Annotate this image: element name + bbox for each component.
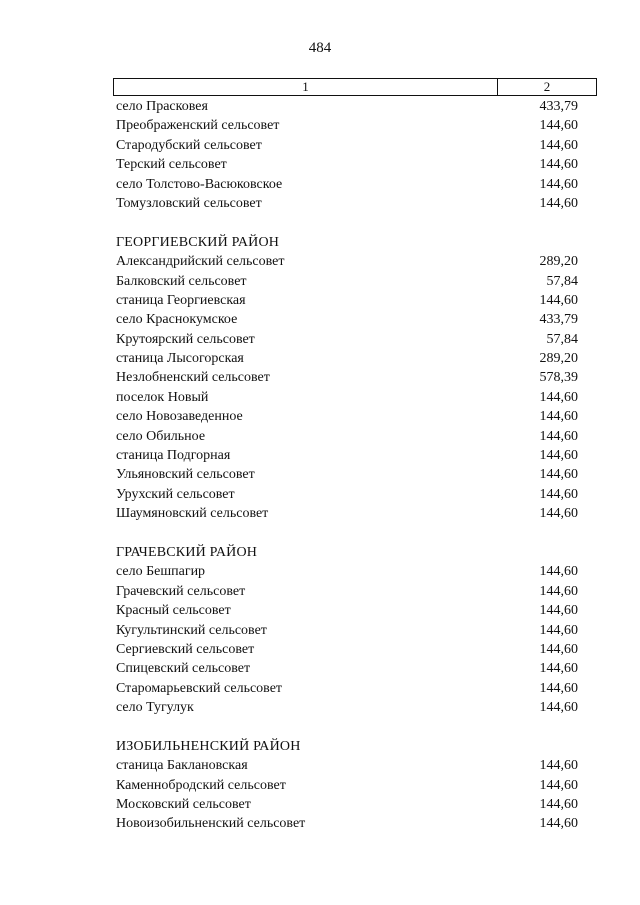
settlement-name: Незлобненский сельсовет xyxy=(116,370,270,386)
amount-value: 144,60 xyxy=(539,777,578,793)
table-row xyxy=(116,194,578,213)
settlement-name: Грачевский сельсовет xyxy=(116,583,246,599)
amount-value: 144,60 xyxy=(539,195,578,211)
table-row xyxy=(116,427,578,446)
table-header xyxy=(113,78,597,96)
table-row xyxy=(116,601,578,620)
settlement-name: станица Подгорная xyxy=(116,448,231,464)
amount-value: 144,60 xyxy=(539,564,578,580)
table-row xyxy=(116,116,578,135)
table-row xyxy=(116,407,578,426)
district-heading: ИЗОБИЛЬНЕНСКИЙ РАЙОН xyxy=(116,738,301,754)
table-row xyxy=(116,368,578,387)
amount-value: 144,60 xyxy=(539,292,578,308)
settlement-name: Шаумяновский сельсовет xyxy=(116,506,269,522)
table-row xyxy=(116,97,578,116)
section-spacer xyxy=(116,524,578,543)
settlement-name: Московский сельсовет xyxy=(116,797,251,813)
column-header-1: 1 xyxy=(114,79,498,95)
amount-value: 144,60 xyxy=(539,176,578,192)
settlement-name: Александрийский сельсовет xyxy=(116,254,285,270)
table-row xyxy=(116,795,578,814)
amount-value: 144,60 xyxy=(539,680,578,696)
amount-value: 144,60 xyxy=(539,157,578,173)
table-row xyxy=(116,562,578,581)
settlement-name: Балковский сельсовет xyxy=(116,273,247,289)
settlement-name: село Бешпагир xyxy=(116,564,206,580)
table-row xyxy=(116,252,578,271)
settlement-name: Преображенский сельсовет xyxy=(116,118,280,134)
table-body xyxy=(116,97,578,834)
settlement-name: Кугультинский сельсовет xyxy=(116,622,267,638)
amount-value: 144,60 xyxy=(539,661,578,677)
table-row xyxy=(116,659,578,678)
amount-value: 144,60 xyxy=(539,816,578,832)
settlement-name: село Новозаведенное xyxy=(116,409,243,425)
table-row xyxy=(116,155,578,174)
table-row xyxy=(116,814,578,833)
amount-value: 57,84 xyxy=(546,331,578,347)
table-row xyxy=(116,349,578,368)
table-row xyxy=(116,756,578,775)
settlement-name: Томузловский сельсовет xyxy=(116,195,262,211)
amount-value: 144,60 xyxy=(539,641,578,657)
amount-value: 144,60 xyxy=(539,797,578,813)
amount-value: 144,60 xyxy=(539,506,578,522)
amount-value: 144,60 xyxy=(539,603,578,619)
settlement-name: Стародубский сельсовет xyxy=(116,137,262,153)
table-row xyxy=(116,330,578,349)
amount-value: 144,60 xyxy=(539,583,578,599)
table-row xyxy=(116,291,578,310)
amount-value: 578,39 xyxy=(539,370,578,386)
settlement-name: село Краснокумское xyxy=(116,312,238,328)
table-row xyxy=(116,465,578,484)
settlement-name: Ульяновский сельсовет xyxy=(116,467,255,483)
table-row xyxy=(116,621,578,640)
district-heading: ГРАЧЕВСКИЙ РАЙОН xyxy=(116,544,258,560)
settlement-name: Старомарьевский сельсовет xyxy=(116,680,283,696)
table-row xyxy=(116,446,578,465)
section-spacer xyxy=(116,213,578,232)
amount-value: 144,60 xyxy=(539,486,578,502)
table-row xyxy=(116,388,578,407)
table-row xyxy=(116,679,578,698)
table-row xyxy=(116,640,578,659)
amount-value: 144,60 xyxy=(539,137,578,153)
settlement-name: Спицевский сельсовет xyxy=(116,661,251,677)
amount-value: 144,60 xyxy=(539,448,578,464)
table-row xyxy=(116,582,578,601)
settlement-name: станица Баклановская xyxy=(116,758,248,774)
settlement-name: поселок Новый xyxy=(116,389,209,405)
table-row xyxy=(116,136,578,155)
table-row xyxy=(116,272,578,291)
settlement-name: Новоизобильненский сельсовет xyxy=(116,816,306,832)
amount-value: 144,60 xyxy=(539,758,578,774)
amount-value: 144,60 xyxy=(539,389,578,405)
table-row xyxy=(116,310,578,329)
settlement-name: Каменнобродский сельсовет xyxy=(116,777,286,793)
settlement-name: село Тугулук xyxy=(116,700,194,716)
settlement-name: Терский сельсовет xyxy=(116,157,227,173)
amount-value: 289,20 xyxy=(539,254,578,270)
district-heading: ГЕОРГИЕВСКИЙ РАЙОН xyxy=(116,234,280,250)
settlement-name: Сергиевский сельсовет xyxy=(116,641,255,657)
column-header-2: 2 xyxy=(543,79,551,94)
table-row xyxy=(116,504,578,523)
table-row xyxy=(116,175,578,194)
amount-value: 144,60 xyxy=(539,428,578,444)
amount-value: 144,60 xyxy=(539,467,578,483)
settlement-name: станица Лысогорская xyxy=(116,351,244,367)
settlement-name: станица Георгиевская xyxy=(116,292,246,308)
table-row xyxy=(116,776,578,795)
amount-value: 144,60 xyxy=(539,700,578,716)
amount-value: 57,84 xyxy=(546,273,578,289)
amount-value: 144,60 xyxy=(539,118,578,134)
amount-value: 144,60 xyxy=(539,622,578,638)
amount-value: 144,60 xyxy=(539,409,578,425)
page-number: 484 xyxy=(308,40,332,56)
settlement-name: Крутоярский сельсовет xyxy=(116,331,255,347)
amount-value: 289,20 xyxy=(539,351,578,367)
settlement-name: село Обильное xyxy=(116,428,206,444)
settlement-name: Урухский сельсовет xyxy=(116,486,235,502)
table-row xyxy=(116,698,578,717)
section-spacer xyxy=(116,718,578,737)
settlement-name: село Прасковея xyxy=(116,99,208,114)
amount-value: 433,79 xyxy=(539,99,578,114)
settlement-name: Красный сельсовет xyxy=(116,603,231,619)
amount-value: 433,79 xyxy=(539,312,578,328)
table-row xyxy=(116,485,578,504)
settlement-name: село Толстово-Васюковское xyxy=(116,176,283,192)
